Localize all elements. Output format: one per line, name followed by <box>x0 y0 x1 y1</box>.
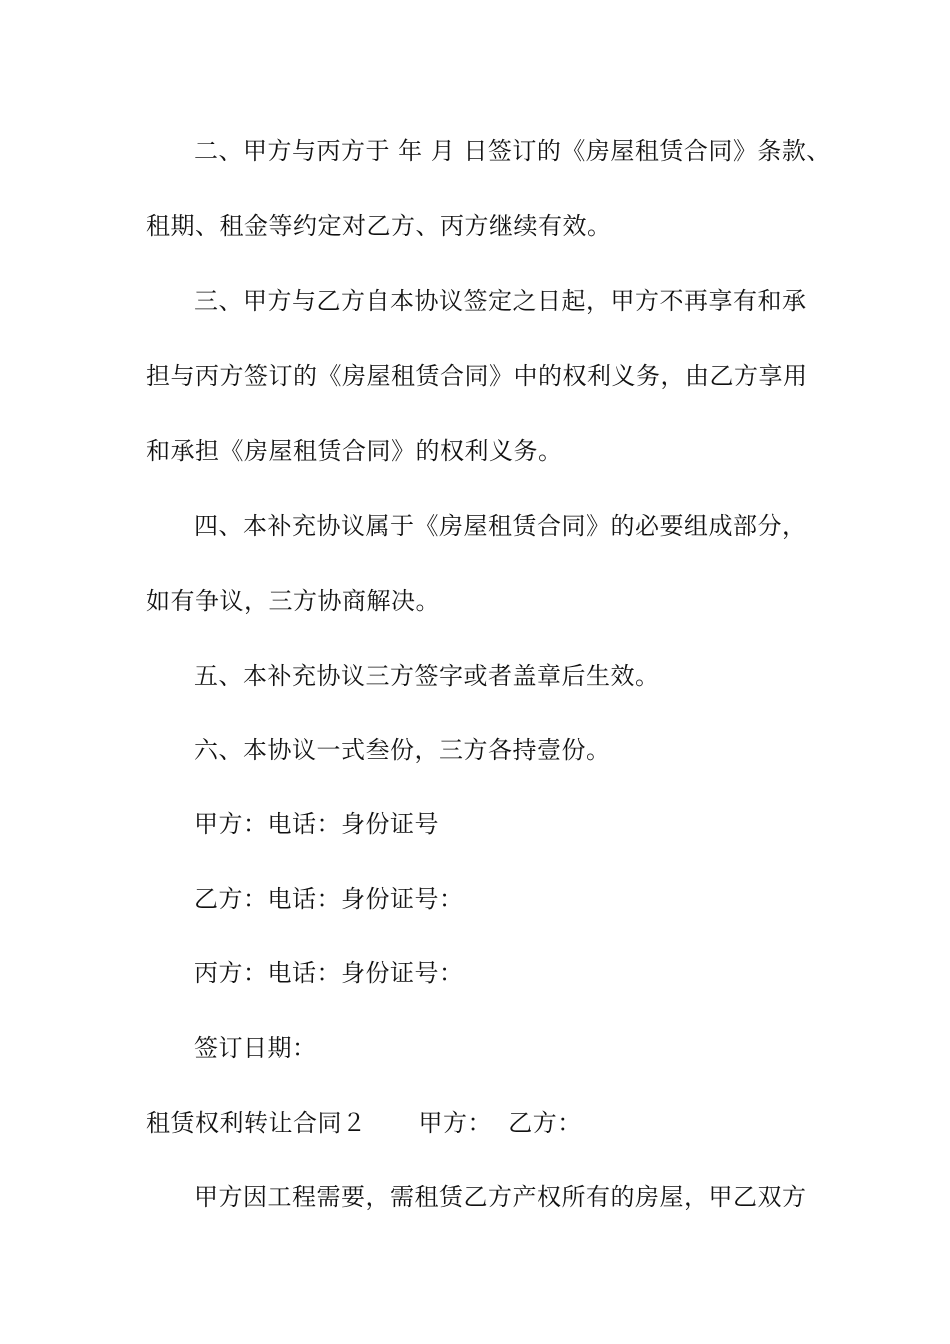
contract-2-party-b: 乙方： <box>508 1109 582 1137</box>
clause-4-line-2: 如有争议，三方协商解决。 <box>146 587 440 615</box>
signing-date: 签订日期： <box>194 1034 317 1062</box>
clause-6: 六、本协议一式叁份，三方各持壹份。 <box>194 736 611 764</box>
clause-4-line-1: 四、本补充协议属于《房屋租赁合同》的必要组成部分， <box>194 512 807 540</box>
clause-2-line-1: 二、甲方与丙方于 年 月 日签订的《房屋租赁合同》条款、 <box>194 137 831 165</box>
contract-2-party-a: 甲方： <box>418 1109 492 1137</box>
clause-3-line-2: 担与丙方签订的《房屋租赁合同》中的权利义务，由乙方享用 <box>146 362 808 390</box>
contract-2-heading-line <box>146 1108 846 1138</box>
contract-2-body-line-1: 甲方因工程需要，需租赁乙方产权所有的房屋，甲乙双方 <box>194 1183 807 1211</box>
party-a-info: 甲方：电话：身份证号 <box>194 810 439 838</box>
party-b-info: 乙方：电话：身份证号： <box>194 885 464 913</box>
party-c-info: 丙方：电话：身份证号： <box>194 959 464 987</box>
clause-3-line-3: 和承担《房屋租赁合同》的权利义务。 <box>146 437 563 465</box>
clause-3-line-1: 三、甲方与乙方自本协议签定之日起，甲方不再享有和承 <box>194 287 807 315</box>
clause-2-line-2: 租期、租金等约定对乙方、丙方继续有效。 <box>146 212 612 240</box>
contract-2-title: 租赁权利转让合同２ <box>146 1109 367 1137</box>
clause-5: 五、本补充协议三方签字或者盖章后生效。 <box>194 662 660 690</box>
